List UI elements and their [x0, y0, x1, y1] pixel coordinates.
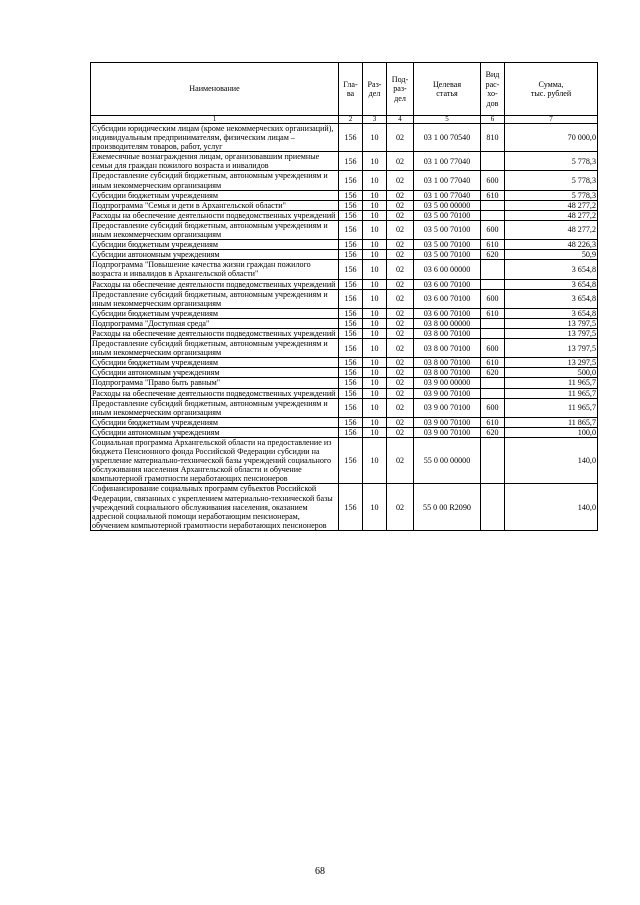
- row-chapter: 156: [339, 190, 363, 200]
- row-section: 10: [363, 171, 387, 190]
- table-row: [91, 124, 598, 152]
- row-amount: 500,0: [505, 368, 598, 378]
- row-amount: 5 778,3: [505, 190, 598, 200]
- row-section: 10: [363, 427, 387, 437]
- row-amount: 5 778,3: [505, 171, 598, 190]
- row-target-article: 03 9 00 70100: [414, 427, 481, 437]
- row-amount: 13 797,5: [505, 328, 598, 338]
- row-chapter: 156: [339, 339, 363, 358]
- row-expense-type: [481, 210, 505, 220]
- row-name: Софинансирование социальных программ субъектов Российской Федерации, связанных с укреплением материально-технической базы учреждений социального обслуживания населения, оказанием адресной социальной помощи неработающим пенсионерам, обучением компьютерной грамотности неработающих пенсионеров: [91, 484, 339, 530]
- row-amount: 13 797,5: [505, 339, 598, 358]
- row-target-article: 03 8 00 00000: [414, 318, 481, 328]
- row-target-article: 03 5 00 70100: [414, 250, 481, 260]
- row-target-article: 03 6 00 70100: [414, 279, 481, 289]
- row-section: 10: [363, 279, 387, 289]
- table-row: [91, 289, 598, 308]
- row-subsection: 02: [387, 438, 414, 484]
- row-name: Субсидии автономным учреждениям: [91, 427, 339, 437]
- table-row: [91, 171, 598, 190]
- row-name: Подпрограмма "Право быть равным": [91, 378, 339, 388]
- row-chapter: 156: [339, 240, 363, 250]
- row-target-article: 03 8 00 70100: [414, 339, 481, 358]
- row-subsection: 02: [387, 484, 414, 530]
- row-section: 10: [363, 250, 387, 260]
- row-expense-type: [481, 484, 505, 530]
- row-section: 10: [363, 220, 387, 239]
- row-section: 10: [363, 289, 387, 308]
- row-expense-type: [481, 318, 505, 328]
- row-expense-type: 610: [481, 417, 505, 427]
- row-target-article: 03 5 00 00000: [414, 200, 481, 210]
- row-amount: 11 965,7: [505, 398, 598, 417]
- row-subsection: 02: [387, 124, 414, 152]
- table-row: [91, 210, 598, 220]
- row-name: Предоставление субсидий бюджетным, автономным учреждениям и иным некоммерческим организациям: [91, 289, 339, 308]
- row-subsection: 02: [387, 427, 414, 437]
- row-expense-type: 610: [481, 308, 505, 318]
- row-subsection: 02: [387, 378, 414, 388]
- row-expense-type: [481, 378, 505, 388]
- row-expense-type: 610: [481, 358, 505, 368]
- row-chapter: 156: [339, 417, 363, 427]
- row-chapter: 156: [339, 260, 363, 279]
- row-expense-type: [481, 438, 505, 484]
- row-chapter: 156: [339, 171, 363, 190]
- row-expense-type: 610: [481, 240, 505, 250]
- row-amount: 48 277,2: [505, 200, 598, 210]
- row-target-article: 03 1 00 77040: [414, 190, 481, 200]
- column-number: 2: [339, 116, 363, 124]
- row-expense-type: [481, 152, 505, 171]
- row-amount: 3 654,8: [505, 308, 598, 318]
- row-section: 10: [363, 368, 387, 378]
- row-section: 10: [363, 124, 387, 152]
- table-row: [91, 328, 598, 338]
- row-section: 10: [363, 484, 387, 530]
- row-target-article: 03 1 00 77040: [414, 152, 481, 171]
- row-chapter: 156: [339, 124, 363, 152]
- row-amount: 5 778,3: [505, 152, 598, 171]
- row-subsection: 02: [387, 171, 414, 190]
- row-chapter: 156: [339, 308, 363, 318]
- row-target-article: 55 0 00 R2090: [414, 484, 481, 530]
- row-amount: 140,0: [505, 484, 598, 530]
- row-name: Субсидии автономным учреждениям: [91, 368, 339, 378]
- row-subsection: 02: [387, 328, 414, 338]
- row-target-article: 03 9 00 70100: [414, 417, 481, 427]
- row-name: Субсидии бюджетным учреждениям: [91, 308, 339, 318]
- row-expense-type: [481, 279, 505, 289]
- row-name: Предоставление субсидий бюджетным, автономным учреждениям и иным некоммерческим организациям: [91, 398, 339, 417]
- row-name: Субсидии бюджетным учреждениям: [91, 190, 339, 200]
- row-name: Субсидии автономным учреждениям: [91, 250, 339, 260]
- row-subsection: 02: [387, 358, 414, 368]
- row-target-article: 03 9 00 00000: [414, 378, 481, 388]
- row-name: Субсидии бюджетным учреждениям: [91, 240, 339, 250]
- row-name: Предоставление субсидий бюджетным, автономным учреждениям и иным некоммерческим организациям: [91, 171, 339, 190]
- row-expense-type: 620: [481, 427, 505, 437]
- row-name: Социальная программа Архангельской области на предоставление из бюджета Пенсионного фонда Российской Федерации субсидии на укрепление материально-технической базы учреждений социального обслуживания населения Архангельской области и обучение компьютерной грамотности неработающих пенсионеров: [91, 438, 339, 484]
- row-expense-type: [481, 260, 505, 279]
- row-subsection: 02: [387, 368, 414, 378]
- row-subsection: 02: [387, 289, 414, 308]
- row-subsection: 02: [387, 417, 414, 427]
- row-subsection: 02: [387, 318, 414, 328]
- header-subsection: Под- раз- дел: [387, 63, 414, 116]
- row-chapter: 156: [339, 289, 363, 308]
- row-section: 10: [363, 210, 387, 220]
- table-header-row: [91, 63, 598, 116]
- row-target-article: 03 5 00 70100: [414, 220, 481, 239]
- row-subsection: 02: [387, 279, 414, 289]
- row-chapter: 156: [339, 220, 363, 239]
- row-section: 10: [363, 358, 387, 368]
- row-amount: 70 000,0: [505, 124, 598, 152]
- table-row: [91, 318, 598, 328]
- row-target-article: 03 1 00 77040: [414, 171, 481, 190]
- table-row: [91, 200, 598, 210]
- row-target-article: 03 6 00 70100: [414, 308, 481, 318]
- row-section: 10: [363, 417, 387, 427]
- row-section: 10: [363, 398, 387, 417]
- row-expense-type: 810: [481, 124, 505, 152]
- table-row: [91, 368, 598, 378]
- table-row: [91, 220, 598, 239]
- row-chapter: 156: [339, 398, 363, 417]
- row-name: Субсидии бюджетным учреждениям: [91, 358, 339, 368]
- row-section: 10: [363, 240, 387, 250]
- row-expense-type: 620: [481, 368, 505, 378]
- table-row: [91, 339, 598, 358]
- table-row: [91, 308, 598, 318]
- row-target-article: 03 6 00 70100: [414, 289, 481, 308]
- row-name: Предоставление субсидий бюджетным, автономным учреждениям и иным некоммерческим организациям: [91, 220, 339, 239]
- row-target-article: 03 5 00 70100: [414, 210, 481, 220]
- row-subsection: 02: [387, 200, 414, 210]
- row-amount: 11 965,7: [505, 388, 598, 398]
- row-expense-type: 600: [481, 220, 505, 239]
- page-number: 68: [315, 866, 325, 877]
- row-subsection: 02: [387, 388, 414, 398]
- table-row: [91, 240, 598, 250]
- column-number: 5: [414, 116, 481, 124]
- column-number: 1: [91, 116, 339, 124]
- row-name: Расходы на обеспечение деятельности подведомственных учреждений: [91, 388, 339, 398]
- header-expense-type: Вид рас- хо- дов: [481, 63, 505, 116]
- row-amount: 3 654,8: [505, 279, 598, 289]
- row-expense-type: 610: [481, 190, 505, 200]
- row-chapter: 156: [339, 484, 363, 530]
- table-row: [91, 279, 598, 289]
- row-target-article: 03 1 00 70540: [414, 124, 481, 152]
- table-row: [91, 484, 598, 530]
- row-amount: 11 965,7: [505, 378, 598, 388]
- row-expense-type: 600: [481, 398, 505, 417]
- row-section: 10: [363, 388, 387, 398]
- row-section: 10: [363, 260, 387, 279]
- row-section: 10: [363, 339, 387, 358]
- row-expense-type: 600: [481, 289, 505, 308]
- row-target-article: 03 5 00 70100: [414, 240, 481, 250]
- row-subsection: 02: [387, 398, 414, 417]
- table-row: [91, 358, 598, 368]
- row-chapter: 156: [339, 200, 363, 210]
- row-chapter: 156: [339, 427, 363, 437]
- row-target-article: 03 9 00 70100: [414, 398, 481, 417]
- row-expense-type: [481, 388, 505, 398]
- table-row: [91, 438, 598, 484]
- row-amount: 48 277,2: [505, 220, 598, 239]
- row-expense-type: [481, 200, 505, 210]
- table-row: [91, 388, 598, 398]
- row-subsection: 02: [387, 308, 414, 318]
- row-amount: 13 297,5: [505, 358, 598, 368]
- header-name: Наименование: [91, 63, 339, 116]
- column-number-row: [91, 116, 598, 124]
- row-target-article: 03 8 00 70100: [414, 328, 481, 338]
- table-row: [91, 398, 598, 417]
- row-chapter: 156: [339, 328, 363, 338]
- row-amount: 140,0: [505, 438, 598, 484]
- row-target-article: 03 6 00 00000: [414, 260, 481, 279]
- row-chapter: 156: [339, 368, 363, 378]
- row-section: 10: [363, 438, 387, 484]
- row-chapter: 156: [339, 388, 363, 398]
- table-row: [91, 152, 598, 171]
- header-target-article: Целевая статья: [414, 63, 481, 116]
- row-amount: 3 654,8: [505, 289, 598, 308]
- row-chapter: 156: [339, 438, 363, 484]
- row-section: 10: [363, 328, 387, 338]
- column-number: 7: [505, 116, 598, 124]
- row-name: Расходы на обеспечение деятельности подведомственных учреждений: [91, 328, 339, 338]
- table-row: [91, 417, 598, 427]
- row-subsection: 02: [387, 339, 414, 358]
- row-amount: 11 865,7: [505, 417, 598, 427]
- row-subsection: 02: [387, 190, 414, 200]
- row-target-article: 03 9 00 70100: [414, 388, 481, 398]
- table-row: [91, 378, 598, 388]
- row-name: Подпрограмма "Повышение качества жизни граждан пожилого возраста и инвалидов в Архангельской области": [91, 260, 339, 279]
- row-expense-type: 600: [481, 171, 505, 190]
- table-row: [91, 427, 598, 437]
- row-subsection: 02: [387, 220, 414, 239]
- row-chapter: 156: [339, 210, 363, 220]
- column-number: 3: [363, 116, 387, 124]
- row-name: Ежемесячные вознаграждения лицам, организовавшим приемные семьи для граждан пожилого возраста и инвалидов: [91, 152, 339, 171]
- row-name: Расходы на обеспечение деятельности подведомственных учреждений: [91, 210, 339, 220]
- budget-table: [90, 62, 598, 531]
- row-name: Субсидии бюджетным учреждениям: [91, 417, 339, 427]
- row-subsection: 02: [387, 260, 414, 279]
- row-amount: 48 226,3: [505, 240, 598, 250]
- row-subsection: 02: [387, 240, 414, 250]
- row-expense-type: [481, 328, 505, 338]
- row-amount: 50,9: [505, 250, 598, 260]
- row-subsection: 02: [387, 250, 414, 260]
- table-row: [91, 260, 598, 279]
- row-expense-type: 600: [481, 339, 505, 358]
- column-number: 6: [481, 116, 505, 124]
- row-name: Подпрограмма "Семья и дети в Архангельской области": [91, 200, 339, 210]
- row-section: 10: [363, 308, 387, 318]
- row-chapter: 156: [339, 358, 363, 368]
- row-name: Субсидии юридическим лицам (кроме некоммерческих организаций), индивидуальным предпринимателям, физическим лицам – производителям товаров, работ, услуг: [91, 124, 339, 152]
- row-name: Предоставление субсидий бюджетным, автономным учреждениям и иным некоммерческим организациям: [91, 339, 339, 358]
- row-name: Подпрограмма "Доступная среда": [91, 318, 339, 328]
- row-target-article: 03 8 00 70100: [414, 358, 481, 368]
- row-name: Расходы на обеспечение деятельности подведомственных учреждений: [91, 279, 339, 289]
- row-target-article: 55 0 00 00000: [414, 438, 481, 484]
- column-number: 4: [387, 116, 414, 124]
- row-amount: 3 654,8: [505, 260, 598, 279]
- row-section: 10: [363, 318, 387, 328]
- header-section: Раз- дел: [363, 63, 387, 116]
- row-section: 10: [363, 190, 387, 200]
- row-subsection: 02: [387, 152, 414, 171]
- row-subsection: 02: [387, 210, 414, 220]
- header-amount: Сумма, тыс. рублей: [505, 63, 598, 116]
- header-chapter: Гла- ва: [339, 63, 363, 116]
- row-chapter: 156: [339, 318, 363, 328]
- row-chapter: 156: [339, 378, 363, 388]
- row-chapter: 156: [339, 152, 363, 171]
- table-row: [91, 250, 598, 260]
- row-expense-type: 620: [481, 250, 505, 260]
- row-amount: 13 797,5: [505, 318, 598, 328]
- table-body: [91, 124, 598, 531]
- table-row: [91, 190, 598, 200]
- row-chapter: 156: [339, 250, 363, 260]
- row-section: 10: [363, 378, 387, 388]
- row-section: 10: [363, 152, 387, 171]
- row-target-article: 03 8 00 70100: [414, 368, 481, 378]
- row-amount: 48 277,2: [505, 210, 598, 220]
- row-amount: 100,0: [505, 427, 598, 437]
- row-chapter: 156: [339, 279, 363, 289]
- row-section: 10: [363, 200, 387, 210]
